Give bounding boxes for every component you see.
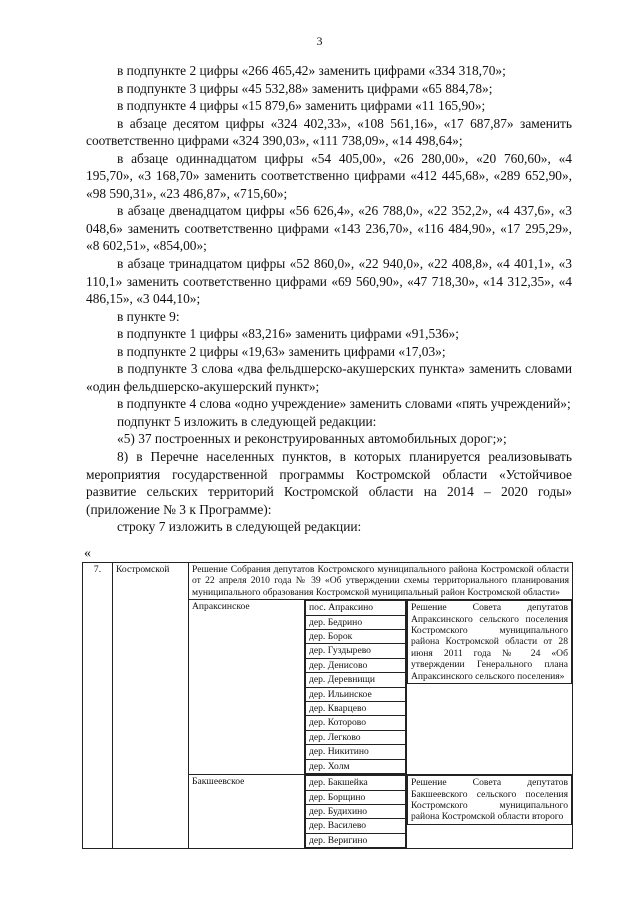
paragraph: в подпункте 2 цифры «19,63» заменить цифрами «17,03»; <box>117 343 446 359</box>
village-item: дер. Веригино <box>306 833 406 847</box>
paragraph: подпункт 5 изложить в следующей редакции: <box>117 413 377 429</box>
settlement-decision-box <box>407 775 572 825</box>
village-item: дер. Холм <box>306 759 406 773</box>
table-row <box>83 563 573 600</box>
paragraph: в абзаце тринадцатом цифры «52 860,0», «22 940,0», «22 408,8», «4 401,1», «3 110,1» заменить соответственно цифрами «69 560,90», «47 718,30», «14 312,35», «4 486,15», «3 044,10»; <box>86 256 572 307</box>
village-item: дер. Кварцево <box>306 702 406 716</box>
paragraph: в пункте 9: <box>117 308 180 324</box>
village-list <box>305 775 406 848</box>
paragraph: в абзаце одиннадцатом цифры «54 405,00», «26 280,00», «20 760,60», «4 195,70», «3 168,70» заменить соответственно цифрами «412 445,68», «289 652,90», «98 590,31», «23 486,87», «715,60»; <box>86 150 572 201</box>
village-list-cell <box>305 775 407 849</box>
row-number: 7. <box>83 563 113 849</box>
paragraph: в абзаце двенадцатом цифры «56 626,4», «26 788,0», «22 352,2», «4 437,6», «3 048,6» заменить соответственно цифрами «143 236,70», «116 484,90», «17 295,29», «8 602,51», «854,00»; <box>86 203 572 254</box>
village-item: дер. Василево <box>306 819 406 833</box>
settlement-decision-box <box>407 600 572 684</box>
village-item: дер. Бедрино <box>306 615 406 629</box>
village-item: дер. Ильинское <box>306 687 406 701</box>
settlement-decision-cell <box>407 600 573 775</box>
village-list-cell <box>305 600 407 775</box>
settlement-name: Бакшеевское <box>189 775 305 849</box>
district-name: Костромской <box>113 563 189 849</box>
paragraph: в подпункте 4 цифры «15 879,6» заменить цифрами «11 165,90»; <box>117 98 486 114</box>
settlement-name: Апраксинское <box>189 600 305 775</box>
page-number: 3 <box>316 34 323 48</box>
village-item: дер. Легково <box>306 730 406 744</box>
village-item: дер. Которово <box>306 716 406 730</box>
paragraph: в подпункте 4 слова «одно учреждение» заменить словами «пять учреждений»; <box>117 396 571 412</box>
settlement-decision: Решение Совета депутатов Апраксинского сельского поселения Костромского муниципального района Костромской области от 28 июня 2011 года № 24 «Об утверждении Генерального плана Апраксинского сельского поселения» <box>408 601 572 684</box>
village-list <box>305 600 406 774</box>
paragraph: в подпункте 3 цифры «45 532,88» заменить цифрами «65 884,78»; <box>117 80 493 96</box>
village-item: дер. Деревнищи <box>306 673 406 687</box>
village-item: дер. Гуздырево <box>306 644 406 658</box>
paragraph: «5) 37 построенных и реконструированных автомобильных дорог;»; <box>117 431 507 447</box>
village-item: дер. Денисово <box>306 658 406 672</box>
district-decision: Решение Собрания депутатов Костромского муниципального района Костромской области от 22 апреля 2010 года № 39 «Об утверждении схемы территориального планирования муниципального образования Костромской муниципальный район Костромской области» <box>189 563 573 600</box>
village-item: дер. Борок <box>306 630 406 644</box>
paragraph: в подпункте 3 слова «два фельдшерско-акушерских пункта» заменить словами «один фельдшерско-акушерский пункт»; <box>86 361 572 394</box>
village-item: дер. Борщино <box>306 790 406 804</box>
paragraph: в абзаце десятом цифры «324 402,33», «108 561,16», «17 687,87» заменить соответственно цифрами «324 390,03», «111 738,09», «14 498,64»; <box>86 115 572 149</box>
village-item: дер. Будихино <box>306 804 406 818</box>
document-body <box>86 62 572 536</box>
village-item: пос. Апраксино <box>306 601 406 615</box>
paragraph: в подпункте 1 цифры «83,216» заменить цифрами «91,536»; <box>117 326 459 342</box>
paragraph: в подпункте 2 цифры «266 465,42» заменить цифрами «334 318,70»; <box>117 63 506 78</box>
opening-quote-mark: « <box>84 546 91 561</box>
settlement-decision: Решение Совета депутатов Бакшеевского сельского поселения Костромского муниципального района Костромской области второго <box>408 776 572 825</box>
village-item: дер. Бакшейка <box>306 776 406 790</box>
settlements-table <box>82 562 573 849</box>
paragraph: 8) в Перечне населенных пунктов, в которых планируется реализовывать мероприятия государственной программы Костромской области «Устойчивое развитие сельских территорий Костромской области на 2014 – 2020 годы» (приложение № 3 к Программе): <box>86 449 572 517</box>
settlement-decision-cell <box>407 775 573 849</box>
village-item: дер. Никитино <box>306 745 406 759</box>
paragraph: строку 7 изложить в следующей редакции: <box>117 519 362 535</box>
